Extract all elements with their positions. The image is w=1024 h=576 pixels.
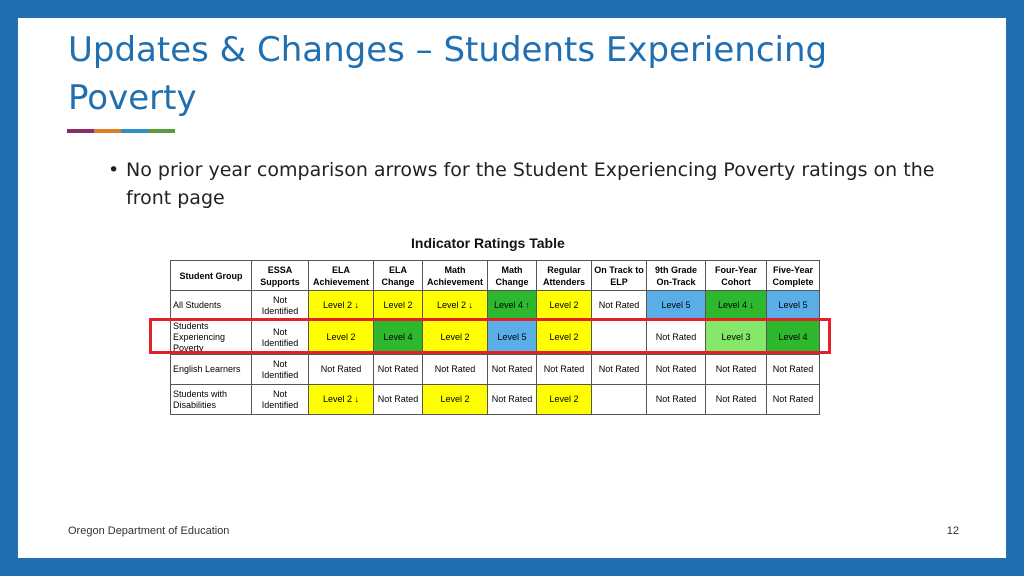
rating-cell: Level 2 ↓ [423,291,488,321]
rating-cell: Level 3 [706,321,767,355]
rating-cell: Not Rated [592,291,647,321]
rating-cell: Not Identified [252,291,309,321]
underline-segment [67,129,94,133]
underline-segment [94,129,121,133]
student-group-cell: Students with Disabilities [171,385,252,415]
header-cell: Four-Year Cohort [706,261,767,291]
rating-cell: Level 2 [537,385,592,415]
rating-cell: Not Rated [767,385,820,415]
rating-cell [592,385,647,415]
header-cell: Student Group [171,261,252,291]
underline-segment [121,129,148,133]
rating-cell: Level 5 [767,291,820,321]
rating-cell: Level 5 [647,291,706,321]
table-header-row [171,261,820,291]
rating-cell: Level 4 ↓ [706,291,767,321]
rating-cell: Level 2 ↓ [309,385,374,415]
rating-cell: Not Rated [592,355,647,385]
rating-cell: Level 2 ↓ [309,291,374,321]
rating-cell: Not Identified [252,321,309,355]
title-underline [67,129,175,133]
rating-cell: Level 5 [488,321,537,355]
slide-title: Updates & Changes – Students Experiencing Poverty [68,30,828,118]
rating-cell: Not Rated [309,355,374,385]
rating-cell: Not Rated [647,355,706,385]
rating-cell: Level 2 [374,291,423,321]
rating-cell: Not Rated [647,385,706,415]
header-cell: Math Achievement [423,261,488,291]
header-cell: Regular Attenders [537,261,592,291]
rating-cell: Level 4 ↑ [488,291,537,321]
page-number: 12 [946,525,959,537]
table-row [171,355,820,385]
footer-text: Oregon Department of Education [68,525,230,537]
rating-cell: Not Rated [706,385,767,415]
header-cell: On Track to ELP [592,261,647,291]
header-cell: Math Change [488,261,537,291]
rating-cell: Not Rated [488,385,537,415]
rating-cell: Level 2 [309,321,374,355]
rating-cell: Level 2 [423,321,488,355]
student-group-cell: Students Experiencing Poverty [171,321,252,355]
rating-cell: Not Rated [537,355,592,385]
header-cell: ELA Change [374,261,423,291]
header-cell: Five-Year Complete [767,261,820,291]
rating-cell: Level 4 [767,321,820,355]
rating-cell: Not Rated [488,355,537,385]
bullet-icon: • [108,159,120,181]
rating-cell: Not Rated [374,385,423,415]
table-row [171,291,820,321]
table-row [171,385,820,415]
table-title: Indicator Ratings Table [411,235,565,251]
rating-cell: Not Identified [252,355,309,385]
rating-cell: Not Rated [706,355,767,385]
rating-cell: Not Rated [767,355,820,385]
rating-cell: Level 2 [537,321,592,355]
rating-cell: Level 2 [537,291,592,321]
highlight-box [149,318,831,354]
rating-cell: Not Rated [647,321,706,355]
rating-cell: Level 4 [374,321,423,355]
rating-cell: Level 2 [423,385,488,415]
header-cell: 9th Grade On-Track [647,261,706,291]
slide [18,18,1006,558]
student-group-cell: All Students [171,291,252,321]
bullet-text: No prior year comparison arrows for the Student Experiencing Poverty ratings on the front page [126,159,935,209]
rating-cell: Not Rated [374,355,423,385]
bullet-point [108,156,948,212]
rating-cell: Not Rated [423,355,488,385]
header-cell: ELA Achievement [309,261,374,291]
student-group-cell: English Learners [171,355,252,385]
underline-segment [148,129,175,133]
header-cell: ESSA Supports [252,261,309,291]
rating-cell: Not Identified [252,385,309,415]
